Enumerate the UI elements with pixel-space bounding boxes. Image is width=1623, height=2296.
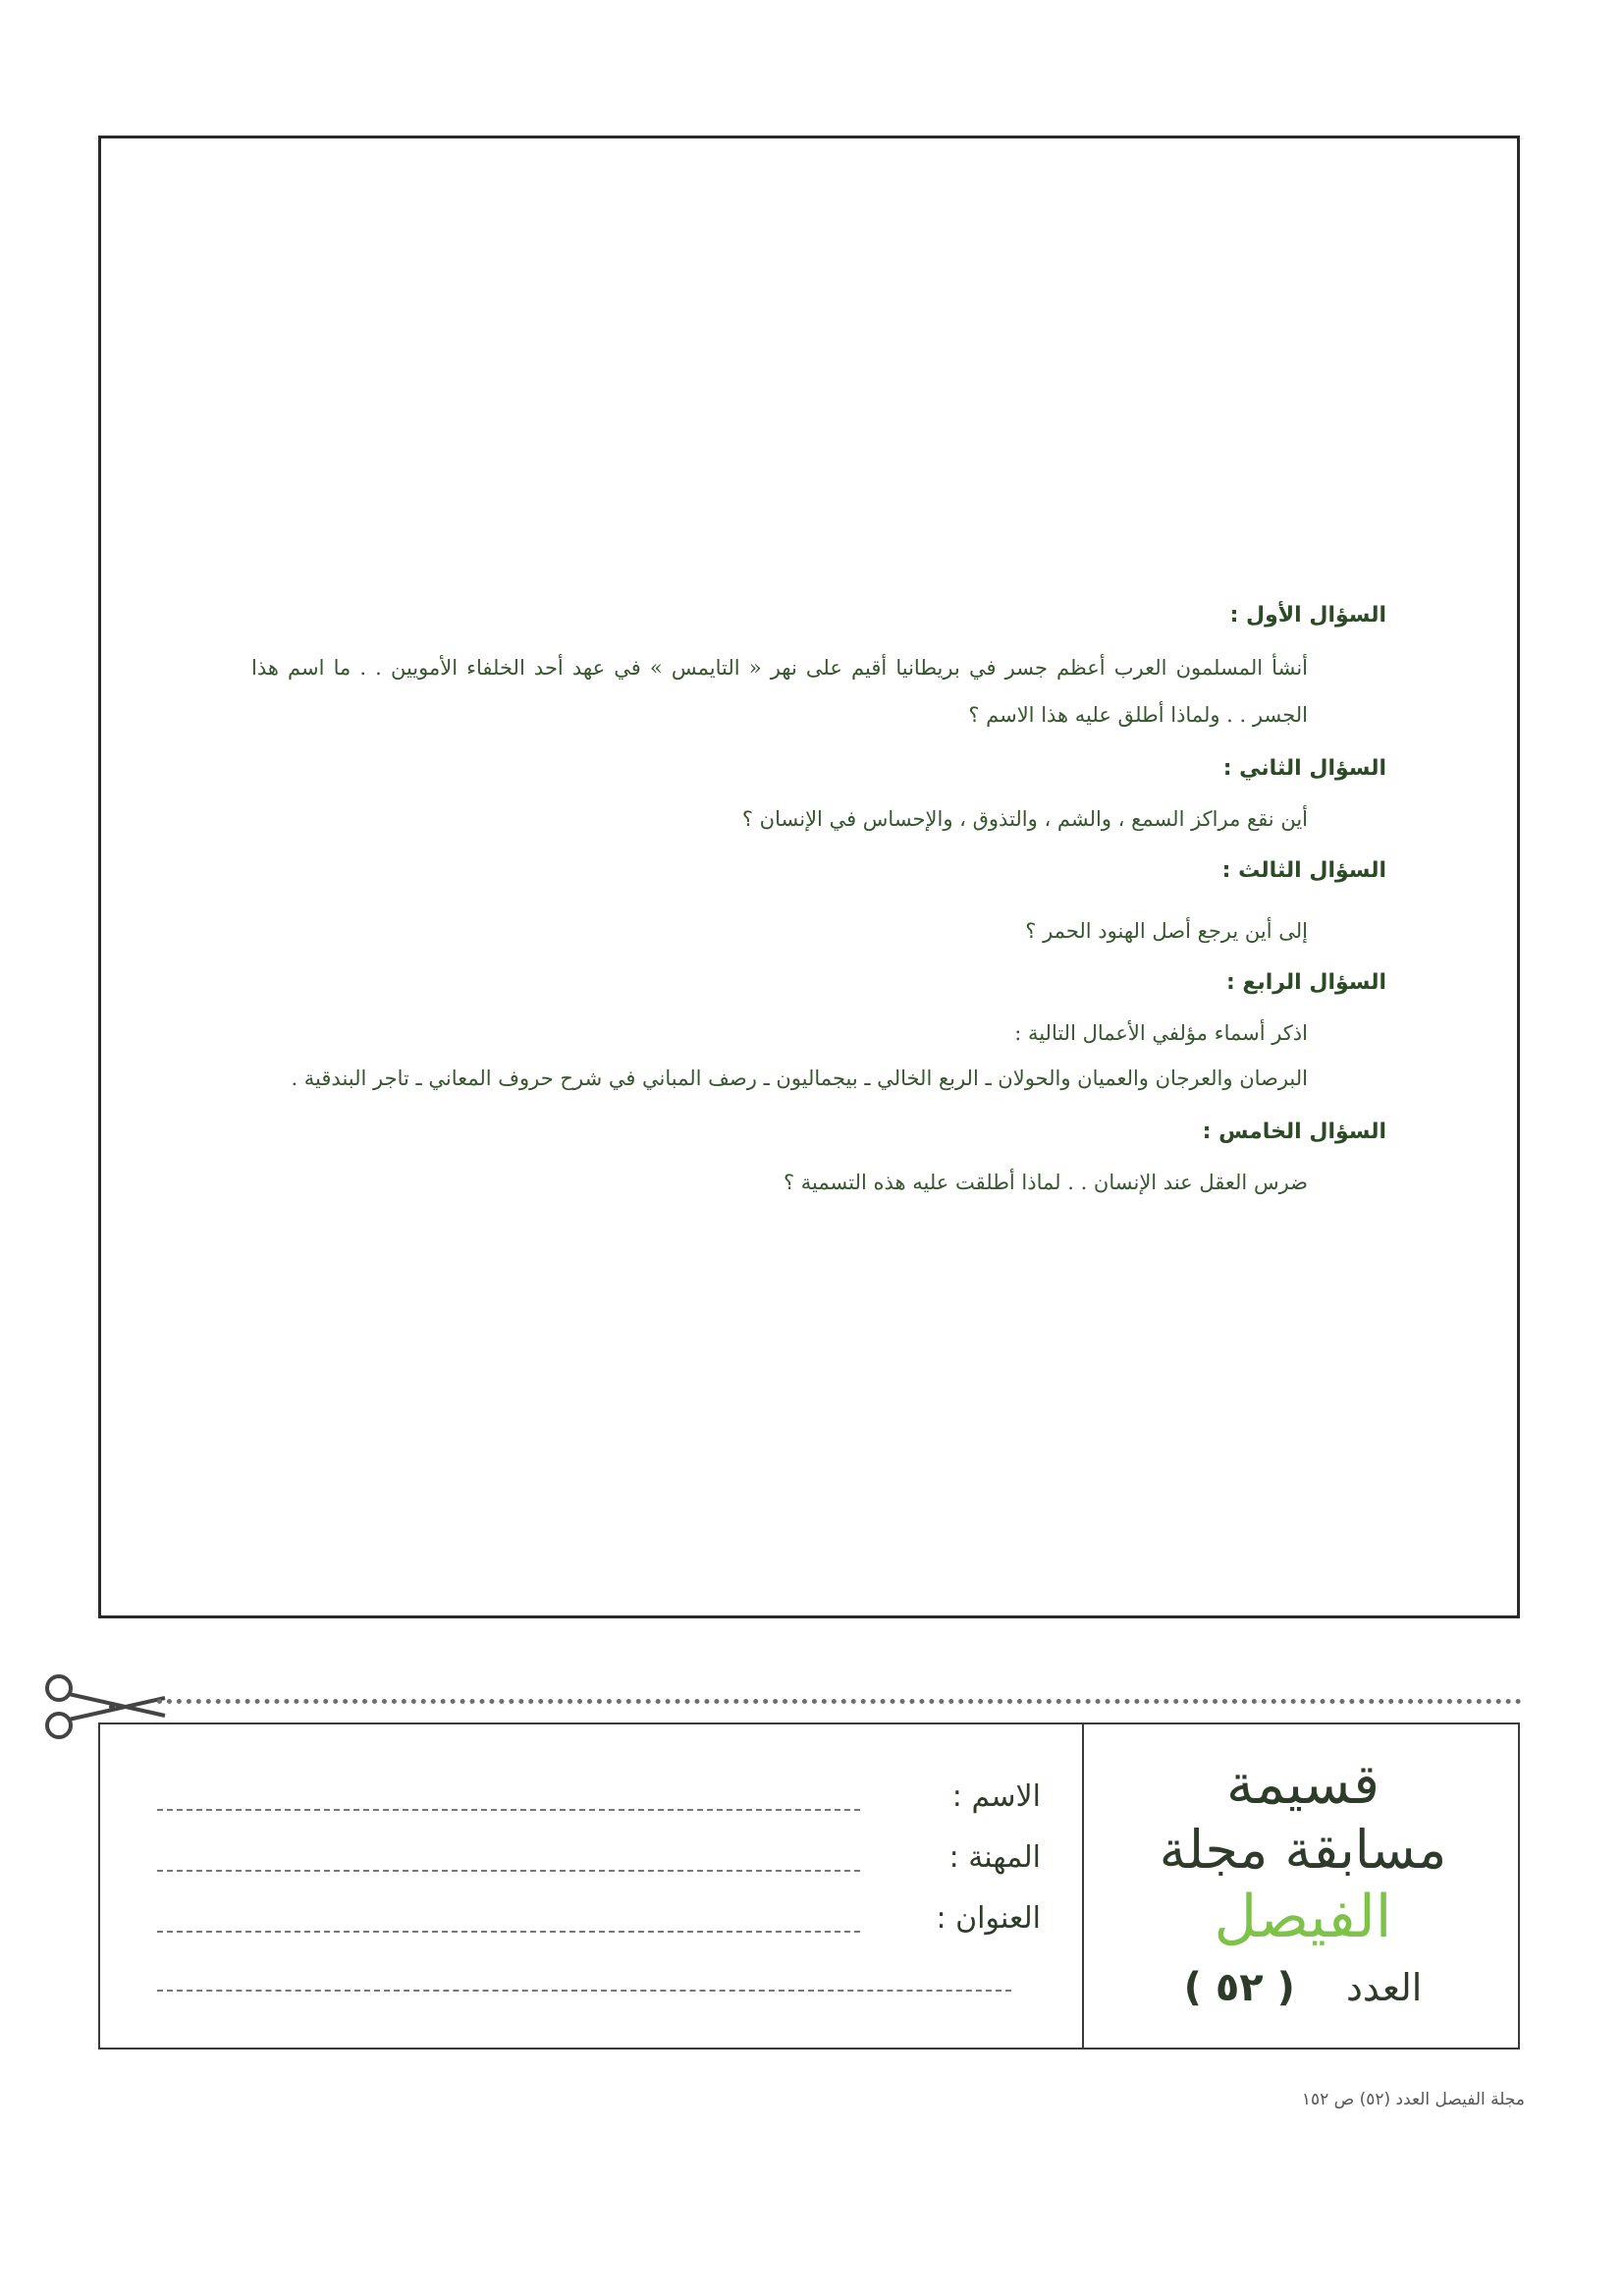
question-2: [251, 752, 1386, 841]
name-label: الاسم :: [951, 1779, 1041, 1814]
question-1: [251, 599, 1386, 738]
address-field-continued[interactable]: [157, 1956, 1041, 1999]
question-5-title: السؤال الخامس :: [1202, 1120, 1386, 1144]
question-2-title: السؤال الثاني :: [1222, 756, 1386, 781]
question-3: [251, 854, 1386, 953]
profession-field[interactable]: [157, 1836, 1041, 1880]
question-5-text: ضرس العقل عند الإنسان . . لماذا أطلقت عليه هذه التسمية ؟: [783, 1171, 1308, 1194]
profession-label: المهنة :: [948, 1840, 1041, 1875]
question-3-text: إلى أين يرجع أصل الهنود الحمر ؟: [1025, 919, 1308, 943]
question-2-text: أين نقع مراكز السمع ، والشم ، والتذوق ، والإحساس في الإنسان ؟: [741, 807, 1308, 831]
coupon-divider: [1082, 1724, 1084, 2048]
question-1-title: السؤال الأول :: [1229, 603, 1386, 628]
address-label: العنوان :: [936, 1901, 1041, 1936]
question-4-title: السؤال الرابع :: [1225, 970, 1386, 995]
coupon-title-line2: مسابقة مجلة: [1159, 1819, 1447, 1881]
coupon-magazine-name: الفيصل: [1214, 1883, 1392, 1951]
issue-label: العدد: [1346, 1966, 1423, 2009]
coupon-title-line1: قسيمة: [1225, 1753, 1380, 1817]
question-4: [251, 966, 1386, 1102]
coupon-issue: [1111, 1960, 1494, 2015]
profession-line[interactable]: [157, 1870, 860, 1872]
address-field[interactable]: [157, 1897, 1041, 1941]
cut-line: [157, 1699, 1522, 1704]
question-1-text: أنشأ المسلمون العرب أعظم جسر في بريطانيا أقيم على نهر « التايمس » في عهد أحد الخلفاء الأمويين . . ما اسم هذا الجسر . . ولماذا أطلق عليه هذا الاسم ؟: [251, 656, 1308, 727]
page-footer: مجلة الفيصل العدد (٥٢) ص ١٥٢: [1301, 2090, 1525, 2109]
question-3-title: السؤال الثالث :: [1221, 858, 1386, 883]
issue-number: ( ٥٢ ): [1183, 1965, 1295, 2010]
question-4-intro: اذكر أسماء مؤلفي الأعمال التالية :: [1014, 1021, 1308, 1045]
coupon-title: [1092, 1724, 1514, 2048]
address-line[interactable]: [157, 1931, 860, 1933]
coupon-box: [98, 1722, 1520, 2050]
name-line[interactable]: [157, 1809, 860, 1811]
question-4-text: البرصان والعرجان والعميان والحولان ـ الربع الخالي ـ بيجماليون ـ رصف المباني في شرح حروف المعاني ـ تاجر البندقية .: [291, 1066, 1308, 1090]
questions-section: [251, 599, 1386, 1218]
name-field[interactable]: [157, 1776, 1041, 1819]
address-line-2[interactable]: [157, 1990, 1011, 1992]
question-5: [251, 1116, 1386, 1204]
